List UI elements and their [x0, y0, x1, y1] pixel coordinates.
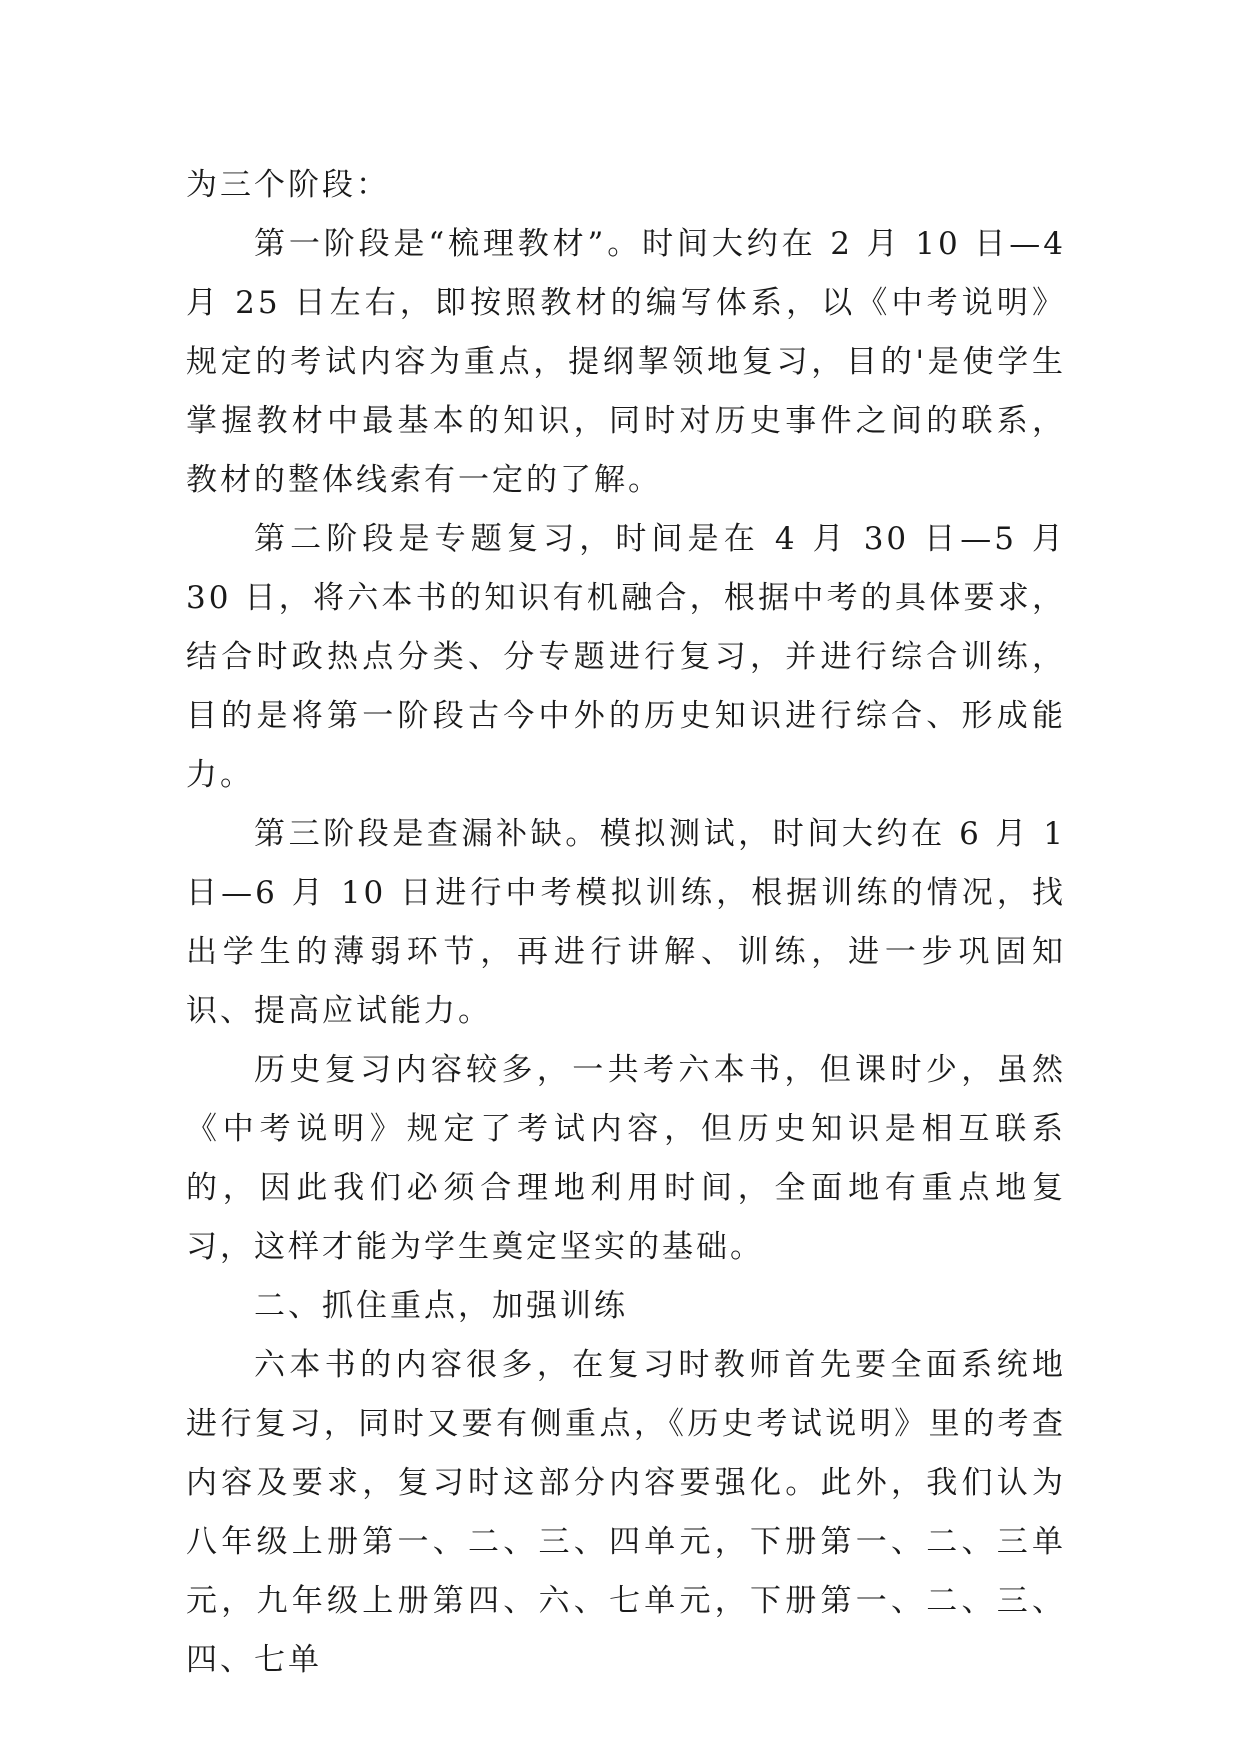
- paragraph-stage-two: 第二阶段是专题复习，时间是在 4 月 30 日—5 月 30 日，将六本书的知识有机融合，根据中考的具体要求，结合时政热点分类、分专题进行复习，并进行综合训练，目的是将第一阶段古今中外的历史知识进行综合、形成能力。: [186, 521, 1066, 793]
- paragraph-review-content: 历史复习内容较多，一共考六本书，但课时少，虽然《中考说明》规定了考试内容，但历史知识是相互联系的，因此我们必须合理地利用时间，全面地有重点地复习，这样才能为学生奠定坚实的基础。: [186, 1052, 1066, 1265]
- paragraph-stage-one: 第一阶段是“梳理教材”。时间大约在 2 月 10 日—4 月 25 日左右，即按照教材的编写体系，以《中考说明》规定的考试内容为重点，提纲挈领地复习，目的'是使学生掌握教材中最基本的知识，同时对历史事件之间的联系，教材的整体线索有一定的了解。: [186, 226, 1066, 498]
- section-heading-focus-training: 二、抓住重点，加强训练: [254, 1288, 628, 1324]
- paragraph-stage-three: 第三阶段是查漏补缺。模拟测试，时间大约在 6 月 1 日—6 月 10 日进行中考模拟训练，根据训练的情况，找出学生的薄弱环节，再进行讲解、训练，进一步巩固知识、提高应试能力。: [186, 816, 1066, 1029]
- paragraph-intro: 为三个阶段：: [186, 167, 390, 203]
- paragraph-key-units: 六本书的内容很多，在复习时教师首先要全面系统地进行复习，同时又要有侧重点，《历史考试说明》里的考查内容及要求，复习时这部分内容要强化。此外，我们认为八年级上册第一、二、三、四单元，下册第一、二、三单元，九年级上册第四、六、七单元，下册第一、二、三、四、七单: [186, 1347, 1066, 1678]
- document-body: [186, 156, 1066, 1690]
